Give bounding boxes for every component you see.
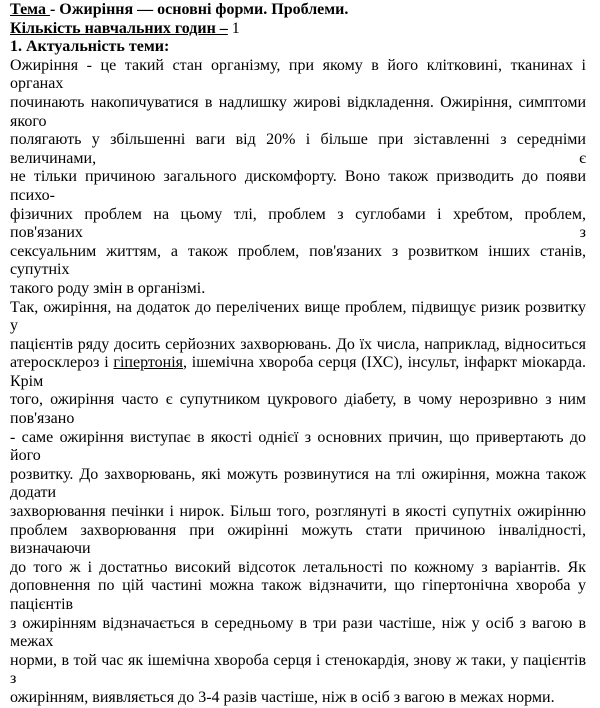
paragraph-line: пацієнтів ряду досить серйозних захворювань. До їх числа, наприклад, відноситься [10,335,586,353]
paragraph-line: не тільки причиною загального дискомфорту. Воно також призводить до появи психо- [10,168,586,204]
paragraph-line: полягають у збільшенні ваги від 20% і більше при зіставленні з середніми величинами, є [10,131,586,167]
paragraph-line: розвитку. До захворювань, які можуть розвинутися на тлі ожиріння, можна також додати [10,465,586,502]
text-after-link: , ішемічна хвороба серця (ІХС), інсульт, інфаркт міокарда. Крім [10,354,586,390]
paragraph-line: Ожиріння - це такий стан організму, при якому в його клітковині, тканинах і органах [10,56,586,93]
topic-title: Ожиріння — основні форми. Проблеми. [59,1,349,18]
paragraph-line: того, ожиріння часто є супутником цукрового діабету, в чому нерозривно з ним пов'язано [10,391,586,428]
hours-line [10,20,586,39]
paragraph-line: захворювання печінки і нирок. Більш того, розглянуті в якості супутніх ожирінню [10,503,586,521]
paragraph-relevance-2 [10,299,586,708]
topic-separator: - [49,1,60,18]
paragraph-line: Так, ожиріння, на додаток до перелічених вище проблем, підвищує ризик розвитку у [10,298,586,335]
paragraph-line: до того ж і достатньо високий відсоток летальності по кожному з варіантів. Як [10,558,586,576]
paragraph-line: сексуальним життям, а також проблем, пов'язаних з розвитком інших станів, супутніх [10,242,586,279]
topic-heading [10,1,586,20]
paragraph-line: норми, в той час як ішемічна хвороба серця і стенокардія, знову ж таки, у пацієнтів з [10,651,586,688]
paragraph-line: починають накопичуватися в надлишку жирові відкладення. Ожиріння, симптоми якого [10,93,586,130]
paragraph-line-with-link [10,354,586,391]
hours-value: 1 [227,19,240,37]
paragraph-line: такого роду змін в організмі. [10,279,206,297]
paragraph-line: фізичних проблем на цьому тлі, проблем з суглобами і хребтом, проблем, пов'язаних з [10,205,586,242]
hours-label: Кількість навчальних годин – [10,19,228,37]
paragraph-line: - саме ожиріння виступає в якості однієї з основних причин, що привертають до його [10,428,586,465]
text-before-link: атеросклероз і [10,354,114,372]
document-page [10,1,586,708]
paragraph-line: з ожирінням відзначається в середньому в три рази частіше, ніж у осіб з вагою в межах [10,614,586,651]
paragraph-line: проблем захворювання при ожирінні можуть стати причиною інвалідності, визначаючи [10,521,586,558]
topic-label: Тема [10,1,50,18]
section-title: 1. Актуальність теми: [10,38,170,56]
paragraph-line: ожирінням, виявляється до 3-4 разів частіше, ніж в осіб з вагою в межах норми. [10,688,555,706]
hypertension-link[interactable]: гіпертонія [113,354,184,372]
paragraph-line: доповнення по цій частині можна також відзначити, що гіпертонічна хвороба у пацієнтів [10,577,586,613]
paragraph-relevance-1 [10,57,586,299]
